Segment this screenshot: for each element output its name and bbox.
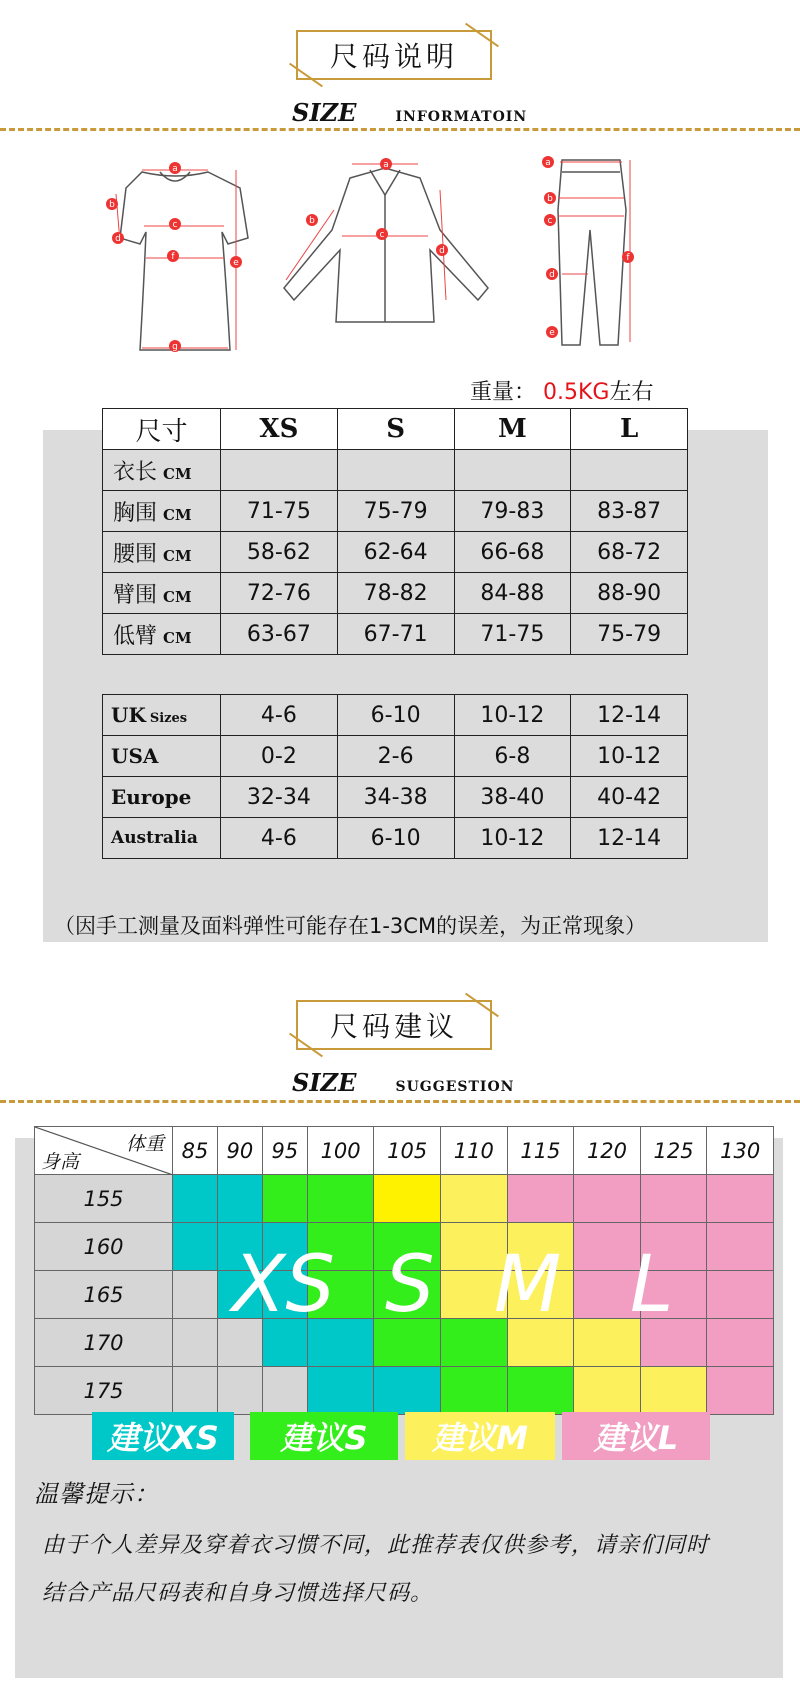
- grid-cell: [173, 1319, 218, 1367]
- row-label: 低臂: [113, 623, 158, 649]
- row-label-small: Sizes: [149, 711, 188, 726]
- weight-header: 90: [217, 1127, 262, 1175]
- svg-text:a: a: [383, 160, 389, 170]
- measurement-disclaimer: （因手工测量及面料弹性可能存在1-3CM的误差，为正常现象）: [54, 914, 647, 938]
- legend-s: 建议S: [250, 1412, 398, 1460]
- row-label: 胸围: [113, 500, 158, 526]
- grid-cell: [640, 1175, 707, 1223]
- table-cell: 6-10: [337, 818, 454, 859]
- grid-cell: [640, 1367, 707, 1415]
- table-cell: 88-90: [571, 573, 688, 614]
- grid-cell: [507, 1367, 574, 1415]
- height-label: 160: [35, 1223, 173, 1271]
- grid-cell: [707, 1175, 774, 1223]
- weight-axis-label: 体重: [125, 1133, 164, 1155]
- size-info-banner-title: 尺码说明: [329, 40, 458, 73]
- divider: [0, 1100, 800, 1103]
- row-label: Australia: [103, 818, 221, 859]
- svg-text:b: b: [109, 200, 115, 210]
- row-label: 腰围: [113, 541, 158, 567]
- weight-header: 85: [173, 1127, 218, 1175]
- size-suggestion-banner-title: 尺码建议: [329, 1010, 458, 1043]
- size-suggestion-subheading: [292, 1068, 514, 1097]
- height-axis-label: 身高: [41, 1151, 80, 1173]
- unit: CM: [163, 628, 192, 647]
- svg-text:e: e: [233, 258, 239, 268]
- table-cell: 72-76: [221, 573, 338, 614]
- overlay-s: S: [385, 1240, 435, 1330]
- row-label: Europe: [103, 777, 221, 818]
- table-cell: 34-38: [337, 777, 454, 818]
- tip-line-1: 由于个人差异及穿着衣习惯不同，此推荐表仅供参考，请亲们同时: [42, 1533, 710, 1558]
- svg-text:g: g: [172, 342, 178, 352]
- svg-text:b: b: [547, 194, 553, 204]
- table-row: [103, 695, 688, 736]
- table-row: [103, 777, 688, 818]
- grid-cell: [307, 1175, 374, 1223]
- grid-cell: [441, 1175, 508, 1223]
- unit: CM: [163, 546, 192, 565]
- table-cell: 10-12: [454, 695, 571, 736]
- size-word: SIZE: [292, 98, 357, 127]
- size-suggestion-banner: [296, 1000, 492, 1050]
- weight-label: 重量：: [470, 380, 537, 405]
- table-cell: 6-8: [454, 736, 571, 777]
- table-cell: 71-75: [454, 614, 571, 655]
- table-cell: 4-6: [221, 695, 338, 736]
- svg-text:a: a: [172, 164, 178, 174]
- height-label: 155: [35, 1175, 173, 1223]
- svg-text:d: d: [115, 234, 121, 244]
- header-xs: XS: [221, 409, 338, 450]
- svg-text:e: e: [549, 328, 555, 338]
- dress-diagram: [120, 172, 248, 350]
- grid-cell: [217, 1175, 262, 1223]
- table-cell: [221, 450, 338, 491]
- grid-cell: [173, 1223, 218, 1271]
- grid-cell: [262, 1367, 307, 1415]
- unit: CM: [163, 505, 192, 524]
- table-cell: 71-75: [221, 491, 338, 532]
- divider: [0, 128, 800, 131]
- grid-cell: [374, 1367, 441, 1415]
- grid-cell: [707, 1367, 774, 1415]
- table-cell: 12-14: [571, 818, 688, 859]
- weight-header: 105: [374, 1127, 441, 1175]
- tip-title: 温馨提示：: [34, 1480, 159, 1508]
- table-row: [103, 532, 688, 573]
- row-label: 臂围: [113, 582, 158, 608]
- weight-suffix: 左右: [609, 380, 654, 405]
- weight-note: [470, 375, 654, 406]
- table-cell: [571, 450, 688, 491]
- header-m: M: [454, 409, 571, 450]
- table-row: [103, 491, 688, 532]
- grid-cell: [173, 1175, 218, 1223]
- table-cell: 68-72: [571, 532, 688, 573]
- weight-header: 120: [574, 1127, 641, 1175]
- svg-text:b: b: [309, 216, 315, 226]
- weight-header: 115: [507, 1127, 574, 1175]
- size-info-subheading: [292, 98, 527, 127]
- size-table-header: [103, 409, 688, 450]
- tip-line-2: 结合产品尺码表和自身习惯选择尺码。: [42, 1581, 434, 1606]
- table-cell: 79-83: [454, 491, 571, 532]
- table-cell: 78-82: [337, 573, 454, 614]
- svg-text:c: c: [379, 230, 385, 240]
- row-label: 衣长: [113, 459, 158, 485]
- svg-text:a: a: [545, 158, 551, 168]
- grid-cell: [262, 1175, 307, 1223]
- height-label: 165: [35, 1271, 173, 1319]
- weight-header-row: [35, 1127, 774, 1175]
- table-cell: 67-71: [337, 614, 454, 655]
- table-cell: 40-42: [571, 777, 688, 818]
- size-word: SIZE: [292, 1068, 357, 1097]
- weight-header: 95: [262, 1127, 307, 1175]
- table-cell: 84-88: [454, 573, 571, 614]
- row-label: USA: [103, 736, 221, 777]
- height-row: [35, 1175, 774, 1223]
- weight-header: 110: [441, 1127, 508, 1175]
- svg-text:f: f: [171, 252, 175, 262]
- table-cell: 83-87: [571, 491, 688, 532]
- overlay-l: L: [630, 1240, 674, 1330]
- table-cell: 75-79: [571, 614, 688, 655]
- grid-cell: [574, 1175, 641, 1223]
- size-info-banner: [296, 30, 492, 80]
- svg-text:c: c: [547, 216, 553, 226]
- unit: CM: [163, 464, 192, 483]
- svg-text:f: f: [626, 253, 630, 263]
- svg-text:d: d: [439, 246, 445, 256]
- row-label: UK: [111, 703, 146, 727]
- table-row: [103, 736, 688, 777]
- size-table: [102, 408, 688, 655]
- table-row: [103, 450, 688, 491]
- legend-l: 建议L: [562, 1412, 710, 1460]
- legend-m: 建议M: [405, 1412, 555, 1460]
- overlay-xs: XS: [232, 1240, 335, 1330]
- table-cell: 66-68: [454, 532, 571, 573]
- header-size: 尺寸: [103, 409, 221, 450]
- grid-corner: [35, 1127, 173, 1175]
- table-cell: 6-10: [337, 695, 454, 736]
- svg-text:c: c: [172, 220, 178, 230]
- grid-cell: [707, 1223, 774, 1271]
- table-cell: 12-14: [571, 695, 688, 736]
- table-cell: [337, 450, 454, 491]
- weight-header: 130: [707, 1127, 774, 1175]
- unit: CM: [163, 587, 192, 606]
- table-cell: 10-12: [454, 818, 571, 859]
- information-word: INFORMATOIN: [395, 109, 528, 125]
- table-cell: 63-67: [221, 614, 338, 655]
- grid-cell: [374, 1175, 441, 1223]
- grid-cell: [707, 1319, 774, 1367]
- table-cell: 32-34: [221, 777, 338, 818]
- weight-header: 100: [307, 1127, 374, 1175]
- grid-cell: [307, 1367, 374, 1415]
- grid-cell: [173, 1367, 218, 1415]
- table-cell: 0-2: [221, 736, 338, 777]
- grid-cell: [507, 1175, 574, 1223]
- overlay-m: M: [494, 1240, 562, 1330]
- grid-cell: [707, 1271, 774, 1319]
- table-row: [103, 573, 688, 614]
- suggestion-word: SUGGESTION: [395, 1079, 515, 1095]
- table-row: [103, 818, 688, 859]
- table-cell: 4-6: [221, 818, 338, 859]
- height-label: 175: [35, 1367, 173, 1415]
- weight-value: 0.5KG: [543, 380, 610, 405]
- grid-cell: [441, 1367, 508, 1415]
- weight-header: 125: [640, 1127, 707, 1175]
- table-cell: 62-64: [337, 532, 454, 573]
- height-row: [35, 1367, 774, 1415]
- grid-cell: [217, 1367, 262, 1415]
- height-label: 170: [35, 1319, 173, 1367]
- header-l: L: [571, 409, 688, 450]
- measurement-diagrams: [90, 150, 700, 375]
- table-cell: 58-62: [221, 532, 338, 573]
- table-cell: 75-79: [337, 491, 454, 532]
- grid-cell: [574, 1367, 641, 1415]
- table-cell: 10-12: [571, 736, 688, 777]
- table-cell: 38-40: [454, 777, 571, 818]
- legend-xs: 建议XS: [92, 1412, 234, 1460]
- header-s: S: [337, 409, 454, 450]
- svg-text:d: d: [549, 270, 555, 280]
- intl-size-table: [102, 694, 688, 859]
- table-cell: [454, 450, 571, 491]
- grid-cell: [173, 1271, 218, 1319]
- table-row: [103, 614, 688, 655]
- table-cell: 2-6: [337, 736, 454, 777]
